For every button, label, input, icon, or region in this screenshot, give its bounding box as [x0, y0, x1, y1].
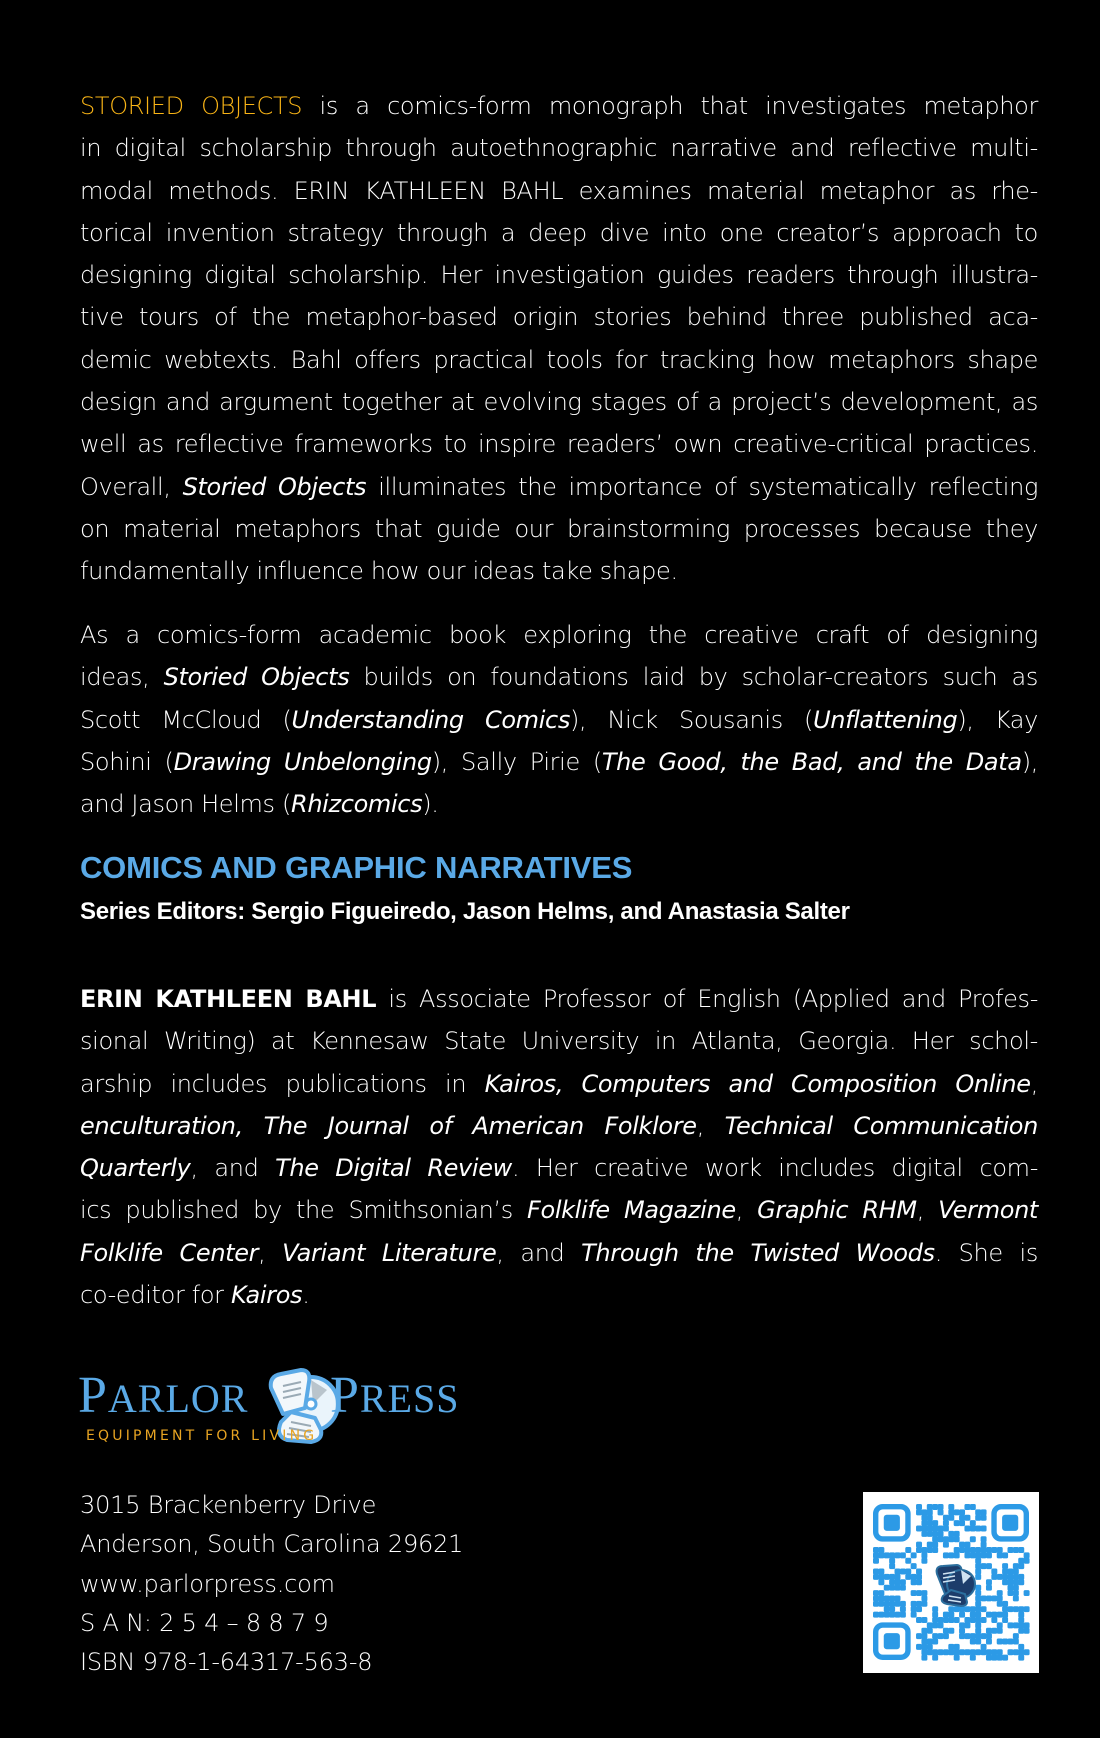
text-line: demic webtexts. Bahl offers practical tools for tracking how metaphors shape	[80, 345, 1038, 374]
text-line: design and argument together at evolving stages of a project’s development, as	[80, 388, 1038, 417]
logo-tagline: EQUIPMENT FOR LIVING	[86, 1428, 318, 1444]
text-line: As a comics-form academic book exploring the creative craft of designing	[80, 621, 1038, 649]
text-line: sional Writing) at Kennesaw State University in Atlanta, Georgia. Her schol-	[80, 1027, 1038, 1056]
book-description-paragraph-2	[80, 614, 1038, 825]
text-line: tive tours of the metaphor-based origin stories behind three published aca-	[80, 303, 1038, 332]
qr-code-icon	[863, 1492, 1039, 1673]
text-line: designing digital scholarship. Her investigation guides readers through illustra-	[80, 261, 1038, 290]
text-line: fundamentally influence how our ideas take shape.	[80, 557, 678, 586]
text-line: modal methods. ERIN KATHLEEN BAHL examines material metaphor as rhe-	[80, 176, 1038, 205]
series-editors: Series Editors: Sergio Figueiredo, Jason Helms, and Anastasia Salter	[80, 898, 850, 925]
text-line: ERIN KATHLEEN BAHL is Associate Professor of English (Applied and Profes-	[80, 985, 1039, 1013]
text-line: co-editor for Kairos.	[80, 1281, 310, 1310]
book-description-paragraph-1	[80, 85, 1038, 593]
text-line: enculturation, The Journal of American Folklore, Technical Communication	[80, 1111, 1038, 1140]
text-line: ideas, Storied Objects builds on foundations laid by scholar-creators such as	[80, 663, 1038, 692]
publisher-website: www.parlorpress.com	[80, 1569, 335, 1598]
text-line: Folklife Center, Variant Literature, and Through the Twisted Woods. She is	[80, 1238, 1038, 1267]
text-line: Overall, Storied Objects illuminates the importance of systematically reflecting	[80, 472, 1038, 501]
publisher-address	[80, 1486, 463, 1682]
text-line: on material metaphors that guide our brainstorming processes because they	[80, 514, 1038, 543]
text-line: well as reflective frameworks to inspire readers’ own creative-critical practices.	[80, 430, 1038, 459]
text-line: arship includes publications in Kairos, Computers and Composition Online,	[80, 1069, 1038, 1098]
address-street: 3015 Brackenberry Drive	[80, 1491, 377, 1519]
text-line: Scott McCloud (Understanding Comics), Nick Sousanis (Unflattening), Kay	[80, 705, 1038, 734]
address-city: Anderson, South Carolina 29621	[80, 1530, 464, 1559]
text-line: and Jason Helms (Rhizcomics).	[80, 790, 439, 819]
series-heading: COMICS AND GRAPHIC NARRATIVES	[80, 850, 633, 885]
qr-code	[863, 1492, 1039, 1673]
logo-word-parlor: PARLOR	[78, 1367, 249, 1424]
text-line: torical invention strategy through a deep dive into one creator’s approach to	[80, 218, 1038, 247]
text-line: STORIED OBJECTS is a comics-form monograph that investigates metaphor	[80, 92, 1038, 120]
publisher-logo	[78, 1362, 488, 1454]
text-line: ics published by the Smithsonian’s Folklife Magazine, Graphic RHM, Vermont	[80, 1196, 1038, 1225]
text-line: Quarterly, and The Digital Review. Her creative work includes digital com-	[80, 1154, 1039, 1183]
isbn-number: ISBN 978-1-64317-563-8	[80, 1648, 373, 1677]
author-bio-paragraph	[80, 978, 1038, 1316]
text-line: in digital scholarship through autoethnographic narrative and reflective multi-	[80, 134, 1038, 163]
san-number: S A N: 2 5 4 – 8 8 7 9	[80, 1608, 329, 1637]
logo-word-press: PRESS	[330, 1367, 460, 1424]
text-line: Sohini (Drawing Unbelonging), Sally Pirie (The Good, the Bad, and the Data),	[80, 747, 1039, 776]
